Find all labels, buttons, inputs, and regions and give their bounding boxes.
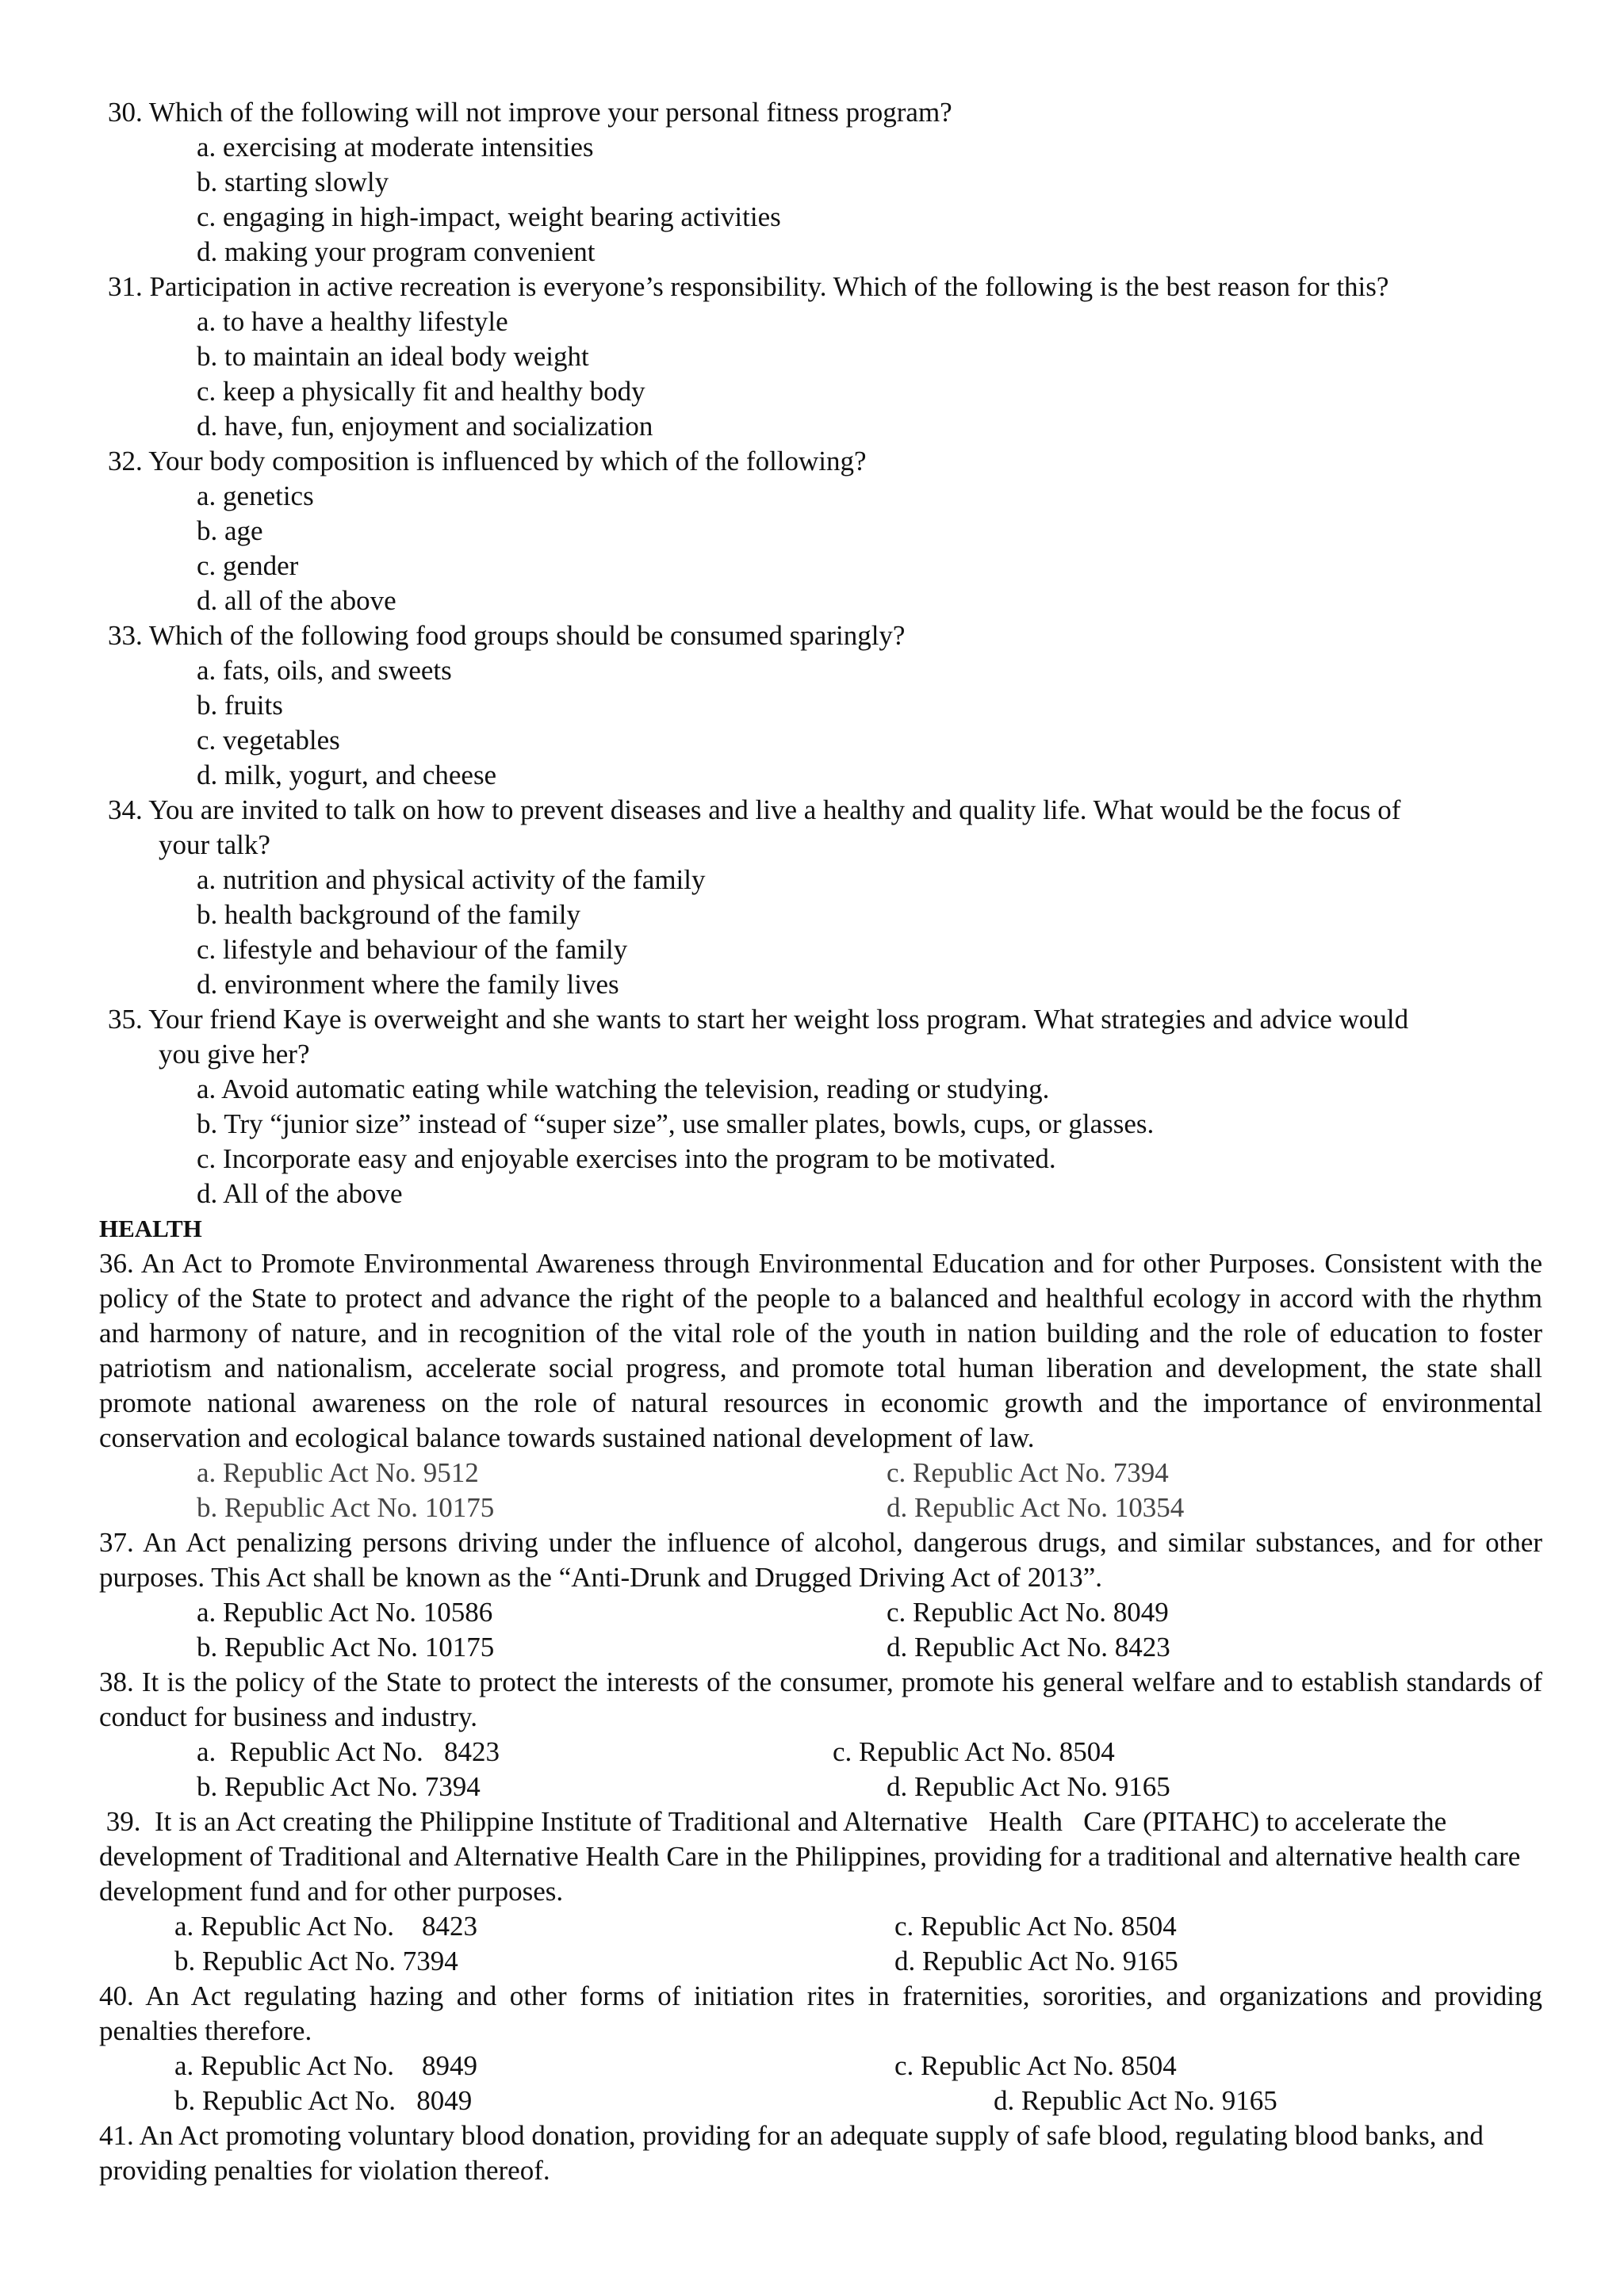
question-36-option-b: b. Republic Act No. 10175 (197, 1492, 495, 1523)
question-32-option-a: a. genetics (197, 480, 314, 511)
question-31-option-c: c. keep a physically fit and healthy body (197, 376, 645, 407)
question-31-option-b: b. to maintain an ideal body weight (197, 341, 589, 372)
question-36-stem: 36. An Act to Promote Environmental Awareness through Environmental Education and for other Purposes. Consistent with the policy of the State to protect and advance the right of the people to a balanced and healthful ecology in accord with the rhythm and harmony of nature, and in recognition of the vital role of the youth in nation building and the role of education to foster patriotism and nationalism, accelerate social progress, and promote total human liberation and development, the state shall promote national awareness on the role of natural resources in economic growth and the importance of environmental conservation and ecological balance towards sustained national development of law. (99, 1248, 1542, 1453)
question-32-stem: 32. Your body composition is influenced by which of the following? (108, 446, 867, 476)
question-30-option-d: d. making your program convenient (197, 236, 596, 267)
question-34-stem: 34. You are invited to talk on how to prevent diseases and live a healthy and quality life. What would be the focus of (108, 794, 1401, 825)
question-34-option-a: a. nutrition and physical activity of the family (197, 864, 706, 895)
question-30-option-b: b. starting slowly (197, 166, 389, 197)
question-35-option-d: d. All of the above (197, 1178, 403, 1209)
question-35-option-c: c. Incorporate easy and enjoyable exercises into the program to be motivated. (197, 1143, 1056, 1174)
question-35-option-b: b. Try “junior size” instead of “super size”, use smaller plates, bowls, cups, or glasses. (197, 1108, 1155, 1139)
question-32-option-b: b. age (197, 515, 263, 546)
question-33-option-a: a. fats, oils, and sweets (197, 655, 452, 686)
question-34-option-c: c. lifestyle and behaviour of the family (197, 934, 628, 965)
question-30-stem: 30. Which of the following will not improve your personal fitness program? (108, 97, 952, 128)
question-39-option-d: d. Republic Act No. 9165 (894, 1946, 1178, 1976)
question-30-option-c: c. engaging in high-impact, weight bearing activities (197, 201, 781, 232)
question-39-option-c: c. Republic Act No. 8504 (894, 1911, 1177, 1942)
question-33-stem: 33. Which of the following food groups should be consumed sparingly? (108, 620, 906, 651)
question-36-option-d: d. Republic Act No. 10354 (887, 1492, 1185, 1523)
question-37-stem: 37. An Act penalizing persons driving under the influence of alcohol, dangerous drugs, and similar substances, and for other purposes. This Act shall be known as the “Anti-Drunk and Drugged Driving Act of 2013”. (99, 1527, 1542, 1593)
question-32-option-c: c. gender (197, 550, 299, 581)
question-33-option-d: d. milk, yogurt, and cheese (197, 760, 497, 790)
question-38-option-a: a. Republic Act No. 8423 (197, 1736, 500, 1767)
question-31-option-a: a. to have a healthy lifestyle (197, 306, 508, 337)
question-40-option-a: a. Republic Act No. 8949 (174, 2050, 478, 2081)
question-36-option-a: a. Republic Act No. 9512 (197, 1457, 479, 1488)
question-40-option-d: d. Republic Act No. 9165 (994, 2085, 1277, 2116)
question-40-option-c: c. Republic Act No. 8504 (894, 2050, 1177, 2081)
question-36-option-c: c. Republic Act No. 7394 (887, 1457, 1169, 1488)
question-35-stem-continued: you give her? (159, 1039, 310, 1070)
question-31-option-d: d. have, fun, enjoyment and socialization (197, 411, 653, 442)
question-35-option-a: a. Avoid automatic eating while watching the television, reading or studying. (197, 1073, 1050, 1104)
question-33-option-b: b. fruits (197, 690, 283, 721)
question-38-option-d: d. Republic Act No. 9165 (887, 1771, 1170, 1802)
question-41-stem: 41. An Act promoting voluntary blood donation, providing for an adequate supply of safe blood, regulating blood banks, and providing penalties for violation thereof. (99, 2120, 1484, 2186)
question-34-option-b: b. health background of the family (197, 899, 581, 930)
question-35-stem: 35. Your friend Kaye is overweight and she wants to start her weight loss program. What strategies and advice would (108, 1004, 1409, 1035)
question-40-option-b: b. Republic Act No. 8049 (174, 2085, 473, 2116)
question-37-option-b: b. Republic Act No. 10175 (197, 1632, 495, 1663)
question-38-option-c: c. Republic Act No. 8504 (833, 1736, 1115, 1767)
question-37-option-a: a. Republic Act No. 10586 (197, 1597, 493, 1628)
question-40-stem: 40. An Act regulating hazing and other forms of initiation rites in fraternities, sororities, and organizations and providing penalties therefore. (99, 1980, 1542, 2046)
question-32-option-d: d. all of the above (197, 585, 396, 616)
question-37-option-d: d. Republic Act No. 8423 (887, 1632, 1170, 1663)
question-34-option-d: d. environment where the family lives (197, 969, 619, 1000)
question-38-stem: 38. It is the policy of the State to protect the interests of the consumer, promote his general welfare and to establish standards of conduct for business and industry. (99, 1667, 1542, 1732)
question-37-option-c: c. Republic Act No. 8049 (887, 1597, 1169, 1628)
question-39-stem: 39. It is an Act creating the Philippine Institute of Traditional and Alternative Health Care (PITAHC) to accelerate the development of Traditional and Alternative Health Care in the Philippines, providing for a traditional and alternative health care development fund and for other purposes. (99, 1806, 1528, 1907)
question-39-option-b: b. Republic Act No. 7394 (174, 1946, 458, 1976)
question-31-stem: 31. Participation in active recreation is everyone’s responsibility. Which of the following is the best reason for this? (108, 271, 1389, 302)
question-33-option-c: c. vegetables (197, 725, 340, 756)
question-39-option-a: a. Republic Act No. 8423 (174, 1911, 478, 1942)
question-34-stem-continued: your talk? (159, 829, 270, 860)
question-38-option-b: b. Republic Act No. 7394 (197, 1771, 481, 1802)
question-30-option-a: a. exercising at moderate intensities (197, 132, 594, 163)
section-heading-health: HEALTH (99, 1215, 202, 1242)
